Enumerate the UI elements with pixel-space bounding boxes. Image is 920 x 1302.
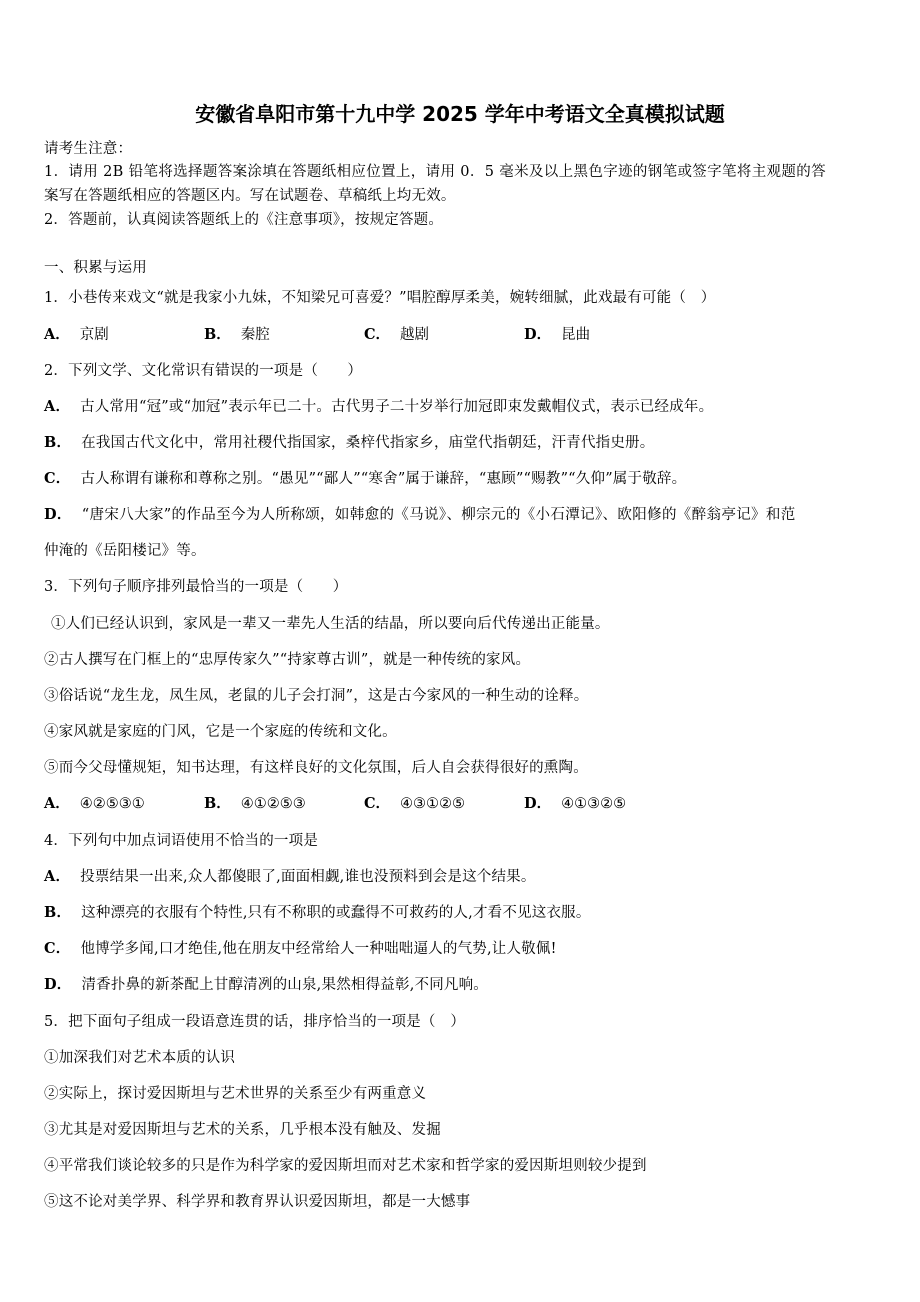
question-1-option-c: C． 越剧 [364,326,430,343]
question-2-option-c: C． 古人称谓有谦称和尊称之别。“愚见”“鄙人”“寒舍”属于谦辞，“惠顾”“赐教”“久仰”属于敬辞。 [44,470,687,487]
question-5-sentence-5: ⑤这不论对美学界、科学界和教育界认识爱因斯坦，都是一大憾事 [44,1194,471,1210]
question-3-option-d: D． ④①③②⑤ [524,795,627,812]
question-1-option-d: D． 昆曲 [524,326,591,343]
question-5-stem: 5．把下面句子组成一段语意连贯的话，排序恰当的一项是（ ） [44,1014,466,1030]
question-3-option-b: B． ④①②⑤③ [204,795,306,812]
question-4-option-b: B． 这种漂亮的衣服有个特性,只有不称职的或蠢得不可救药的人,才看不见这衣服。 [44,904,591,921]
question-2-stem: 2．下列文学、文化常识有错误的一项是（ ） [44,363,363,379]
question-1-option-b: B． 秦腔 [204,326,270,343]
question-3-sentence-2: ②古人撰写在门框上的“忠厚传家久”“持家尊古训”，就是一种传统的家风。 [44,652,531,668]
notice-item-2: 2．答题前，认真阅读答题纸上的《注意事项》，按规定答题。 [44,212,444,228]
question-5-sentence-3: ③尤其是对爱因斯坦与艺术的关系，几乎根本没有触及、发掘 [44,1122,441,1138]
question-2-option-b: B． 在我国古代文化中，常用社稷代指国家，桑梓代指家乡，庙堂代指朝廷，汗青代指史册。 [44,434,655,451]
notice-item-1-cont: 案写在答题纸相应的答题区内。写在试题卷、草稿纸上均无效。 [44,188,456,204]
question-3-option-c: C． ④③①②⑤ [364,795,466,812]
question-3-sentence-5: ⑤而今父母懂规矩，知书达理，有这样良好的文化氛围，后人自会获得很好的熏陶。 [44,760,588,776]
question-3-sentence-4: ④家风就是家庭的门风，它是一个家庭的传统和文化。 [44,724,397,740]
question-5-sentence-1: ①加深我们对艺术本质的认识 [44,1050,236,1066]
question-1-option-a: A． 京剧 [44,326,109,343]
section-heading: 一、积累与运用 [44,260,147,276]
question-1-stem: 1．小巷传来戏文“就是我家小九妹，不知梁兄可喜爱？”唱腔醇厚柔美，婉转细腻，此戏最有可能（ ） [44,290,716,306]
question-4-stem: 4．下列句中加点词语使用不恰当的一项是 [44,833,319,849]
page-title: 安徽省阜阳市第十九中学 2025 学年中考语文全真模拟试题 [195,102,725,126]
question-3-stem: 3．下列句子顺序排列最恰当的一项是（ ） [44,579,348,595]
question-4-option-a: A． 投票结果一出来,众人都傻眼了,面面相觑,谁也没预料到会是这个结果。 [44,868,536,885]
question-2-option-d-cont: 仲淹的《岳阳楼记》等。 [44,543,206,559]
question-4-option-d: D． 清香扑鼻的新茶配上甘醇清冽的山泉,果然相得益彰,不同凡响。 [44,976,489,993]
question-2-option-a: A． 古人常用“冠”或“加冠”表示年已二十。古代男子二十岁举行加冠即束发戴帽仪式，表示已经成年。 [44,398,714,415]
question-5-sentence-4: ④平常我们谈论较多的只是作为科学家的爱因斯坦而对艺术家和哲学家的爱因斯坦则较少提到 [44,1158,647,1174]
notice-item-1: 1．请用 2B 铅笔将选择题答案涂填在答题纸相应位置上，请用 0．5 毫米及以上黑色字迹的钢笔或签字笔将主观题的答 [44,164,826,180]
question-4-option-c: C． 他博学多闻,口才绝佳,他在朋友中经常给人一种咄咄逼人的气势,让人敬佩! [44,940,557,957]
notice-heading: 请考生注意： [44,141,133,157]
question-2-option-d: D． “唐宋八大家”的作品至今为人所称颂，如韩愈的《马说》、柳宗元的《小石潭记》、欧阳修的《醉翁亭记》和范 [44,506,796,523]
question-5-sentence-2: ②实际上，探讨爱因斯坦与艺术世界的关系至少有两重意义 [44,1086,427,1102]
question-3-option-a: A． ④②⑤③① [44,795,145,812]
question-3-sentence-1: ①人们已经认识到，家风是一辈又一辈先人生活的结晶，所以要向后代传递出正能量。 [51,616,610,632]
question-3-sentence-3: ③俗话说“龙生龙，凤生凤，老鼠的儿子会打洞”，这是古今家风的一种生动的诠释。 [44,688,589,704]
